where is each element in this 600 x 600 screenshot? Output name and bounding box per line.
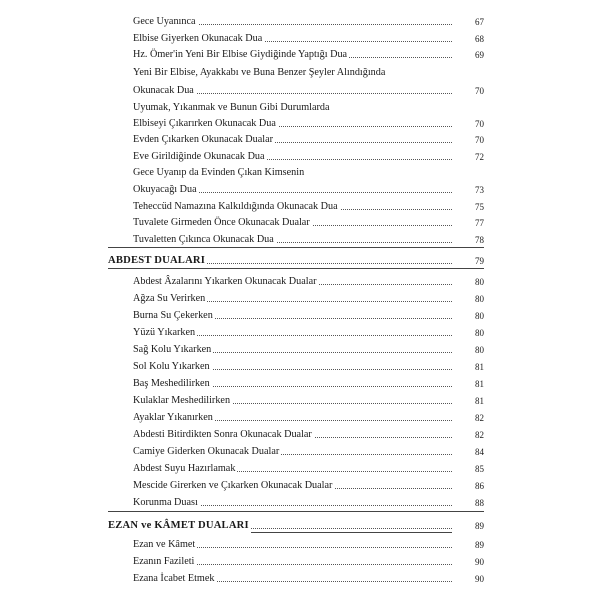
entry-title: Gece Uyanınca bbox=[133, 16, 196, 27]
entry-title: Okunacak Dua bbox=[133, 85, 194, 96]
toc-entry bbox=[0, 200, 600, 216]
page-number: 80 bbox=[452, 309, 484, 323]
page-number: 89 bbox=[452, 519, 484, 533]
entry-title: Burna Su Çekerken bbox=[133, 310, 213, 321]
page-number: 81 bbox=[452, 377, 484, 391]
toc-entry bbox=[0, 233, 600, 249]
entry-title: Teheccüd Namazına Kalkıldığında Okunacak Dua bbox=[133, 201, 338, 212]
toc-entry bbox=[0, 394, 600, 410]
entry-title: Elbise Giyerken Okunacak Dua bbox=[133, 33, 263, 44]
toc-entry bbox=[0, 292, 600, 308]
entry-title: Korunma Duası bbox=[133, 497, 198, 508]
toc-entry bbox=[0, 343, 600, 359]
section-title: EZAN ve KÂMET DUALARI bbox=[108, 520, 249, 531]
page-number: 90 bbox=[452, 555, 484, 569]
toc-entry bbox=[0, 216, 600, 232]
entry-title: Abdesti Bitirdikten Sonra Okunacak Dualar bbox=[133, 429, 312, 440]
page-number: 84 bbox=[452, 445, 484, 459]
page-number: 69 bbox=[452, 48, 484, 62]
entry-title: Sol Kolu Yıkarken bbox=[133, 361, 210, 372]
entry-title: Yeni Bir Elbise, Ayakkabı ve Buna Benzer Şeyler Alındığında bbox=[133, 67, 386, 78]
page-number: 80 bbox=[452, 343, 484, 357]
toc-entry bbox=[0, 572, 600, 588]
toc-entry bbox=[0, 117, 600, 133]
toc-entry bbox=[0, 166, 600, 182]
page-number: 80 bbox=[452, 326, 484, 340]
page-number: 89 bbox=[452, 538, 484, 552]
toc-entry bbox=[0, 150, 600, 166]
toc-entry bbox=[0, 360, 600, 376]
page-number: 90 bbox=[452, 572, 484, 586]
entry-title: Ağza Su Verirken bbox=[133, 293, 206, 304]
entry-title: Evden Çıkarken Okunacak Dualar bbox=[133, 134, 274, 145]
page-number: 81 bbox=[452, 360, 484, 374]
entry-title: Ezanın Fazileti bbox=[133, 556, 195, 567]
entry-title: Ezana İcabet Etmek bbox=[133, 573, 215, 584]
entry-title: Abdest Suyu Hazırlamak bbox=[133, 463, 236, 474]
toc-entry bbox=[0, 15, 600, 31]
page-number: 70 bbox=[452, 84, 484, 98]
toc-section-heading bbox=[0, 254, 600, 270]
entry-title: Baş Meshedilirken bbox=[133, 378, 210, 389]
entry-title: Yüzü Yıkarken bbox=[133, 327, 196, 338]
toc-entry bbox=[0, 555, 600, 571]
toc-entry bbox=[0, 496, 600, 512]
toc-entry bbox=[0, 428, 600, 444]
entry-title: Sağ Kolu Yıkarken bbox=[133, 344, 212, 355]
page-number: 79 bbox=[452, 254, 484, 268]
page-number: 72 bbox=[452, 150, 484, 164]
toc-entry bbox=[0, 377, 600, 393]
page-number: 67 bbox=[452, 15, 484, 29]
page-number: 85 bbox=[452, 462, 484, 476]
toc-entry bbox=[0, 462, 600, 478]
entry-title: Tuvaletten Çıkınca Okunacak Dua bbox=[133, 234, 274, 245]
page-number: 88 bbox=[452, 496, 484, 510]
page-number: 77 bbox=[452, 216, 484, 230]
toc-section-heading bbox=[0, 519, 600, 535]
page-number: 68 bbox=[452, 32, 484, 46]
page-number: 80 bbox=[452, 292, 484, 306]
entry-title: Okuyacağı Dua bbox=[133, 184, 197, 195]
entry-title: Ezan ve Kâmet bbox=[133, 539, 196, 550]
toc-entry bbox=[0, 32, 600, 48]
page-number: 73 bbox=[452, 183, 484, 197]
page-number: 82 bbox=[452, 428, 484, 442]
entry-title: Uyumak, Yıkanmak ve Bunun Gibi Durumlarda bbox=[133, 102, 330, 113]
toc-entry bbox=[0, 133, 600, 149]
entry-title: Eve Girildiğinde Okunacak Dua bbox=[133, 151, 265, 162]
toc-entry bbox=[0, 84, 600, 100]
page-number: 70 bbox=[452, 133, 484, 147]
page-number: 70 bbox=[452, 117, 484, 131]
toc-entry bbox=[0, 183, 600, 199]
toc-entry bbox=[0, 326, 600, 342]
toc-entry bbox=[0, 538, 600, 554]
entry-title: Ayaklar Yıkanırken bbox=[133, 412, 213, 423]
page-number: 78 bbox=[452, 233, 484, 247]
page-number: 86 bbox=[452, 479, 484, 493]
toc-entry bbox=[0, 309, 600, 325]
entry-title: Abdest Âzalarını Yıkarken Okunacak Dualar bbox=[133, 276, 317, 287]
page-number: 82 bbox=[452, 411, 484, 425]
entry-title: Kulaklar Meshedilirken bbox=[133, 395, 231, 406]
page-number: 75 bbox=[452, 200, 484, 214]
page-number: 81 bbox=[452, 394, 484, 408]
toc-entry bbox=[0, 275, 600, 291]
toc-entry bbox=[0, 411, 600, 427]
entry-title: Mescide Girerken ve Çıkarken Okunacak Dualar bbox=[133, 480, 333, 491]
toc-entry bbox=[0, 445, 600, 461]
toc-entry bbox=[0, 66, 600, 82]
section-title: ABDEST DUALARI bbox=[108, 255, 206, 266]
entry-title: Gece Uyanıp da Evinden Çıkan Kimsenin bbox=[133, 167, 305, 178]
entry-title: Hz. Ömer'in Yeni Bir Elbise Giydiğinde Yaptığı Dua bbox=[133, 49, 348, 60]
toc-entry bbox=[0, 101, 600, 117]
entry-title: Camiye Giderken Okunacak Dualar bbox=[133, 446, 280, 457]
toc-entry bbox=[0, 479, 600, 495]
entry-title: Elbiseyi Çıkarırken Okunacak Dua bbox=[133, 118, 276, 129]
toc-entry bbox=[0, 48, 600, 64]
entry-title: Tuvalete Girmeden Önce Okunacak Dualar bbox=[133, 217, 310, 228]
page-number: 80 bbox=[452, 275, 484, 289]
